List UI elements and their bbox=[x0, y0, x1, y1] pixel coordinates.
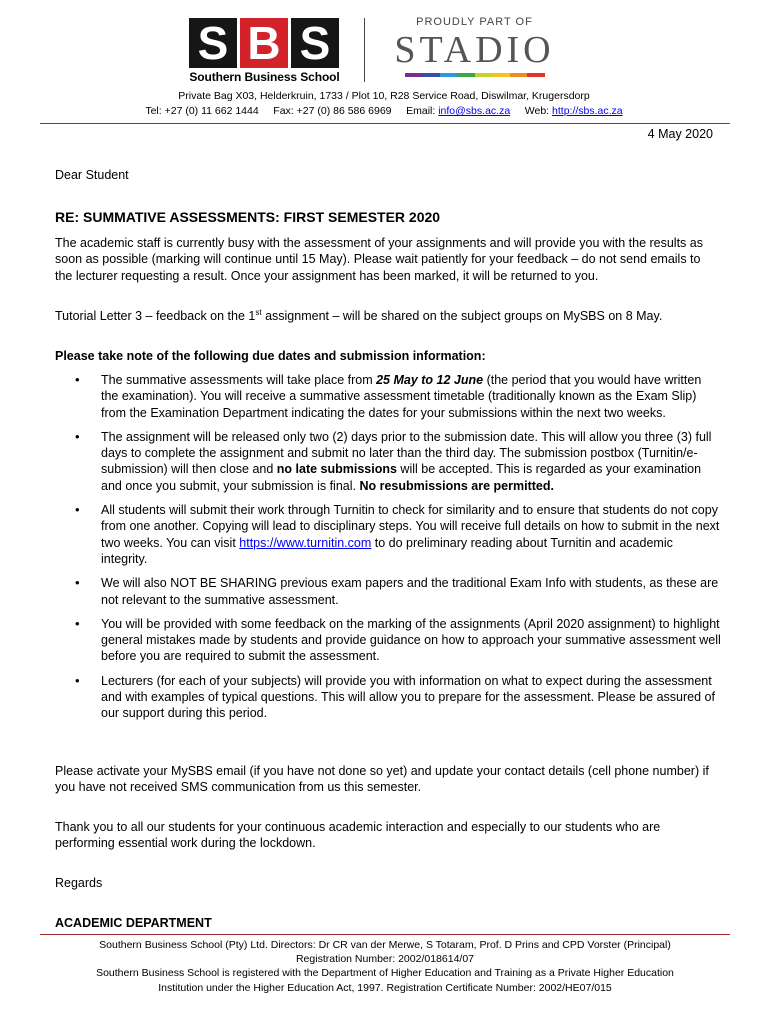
header-divider bbox=[364, 18, 365, 82]
footer-line-1: Southern Business School (Pty) Ltd. Directors: Dr CR van der Merwe, S Totaram, Prof. D Prins and CPD Vorster (Principal) bbox=[99, 939, 671, 951]
list-item bbox=[55, 616, 721, 665]
list-item bbox=[55, 673, 721, 722]
color-segment-6 bbox=[510, 73, 528, 77]
logo-letter-b: B bbox=[240, 18, 288, 68]
paragraph-2-text-a: Tutorial Letter 3 – feedback on the 1 bbox=[55, 309, 256, 323]
proudly-part-of: PROUDLY PART OF bbox=[416, 16, 533, 28]
color-segment-5 bbox=[492, 73, 510, 77]
footer-line-2: Registration Number: 2002/018614/07 bbox=[295, 953, 475, 966]
color-segment-2 bbox=[440, 73, 458, 77]
paragraph-2-text-b: assignment – will be shared on the subject groups on MySBS on 8 May. bbox=[261, 309, 663, 323]
superscript-st: st bbox=[255, 307, 262, 317]
footer-rule bbox=[40, 934, 730, 935]
stadio-logo bbox=[382, 16, 567, 77]
footer-line-4: Institution under the Higher Education Act, 1997. Registration Certificate Number: 2002/HE07/015 bbox=[158, 981, 612, 994]
color-segment-3 bbox=[457, 73, 475, 77]
list-item bbox=[55, 372, 721, 421]
bullet-1-text-b: (the period that you would have written the examination). You will receive a summative assessment timetable (traditionally known as the Exam Slip) from the Examination Department indicating the dates for your submissions within the next two weeks. bbox=[101, 373, 702, 420]
bullet-2-bold-2: No resubmissions are permitted. bbox=[359, 478, 554, 493]
signature: ACADEMIC DEPARTMENT bbox=[55, 916, 212, 930]
paragraph-1: The academic staff is currently busy with the assessment of your assignments and will provide you with the results as soon as possible (marking will continue until 15 May). Please wait patiently for your feedback – do not send emails to the lecturer requesting a result. Once your assignment has been marked, it will be returned to you. bbox=[55, 236, 703, 283]
email-label: Email: bbox=[406, 105, 436, 117]
stadio-wordmark: STADIO bbox=[394, 29, 555, 71]
bullet-1-text-a: The summative assessments will take place from bbox=[101, 373, 377, 387]
sbs-logo bbox=[189, 18, 340, 84]
bullet-list bbox=[55, 372, 720, 722]
bullet-2-text-b: will be accepted. This is regarded as your examination and once you submit, your submission is final. bbox=[101, 462, 702, 493]
turnitin-link[interactable]: https://www.turnitin.com bbox=[239, 535, 372, 550]
logo-letter-s2: S bbox=[291, 18, 339, 68]
web-label: Web: bbox=[524, 105, 550, 117]
bullet-6-text: Lecturers (for each of your subjects) will provide you with information on what to expect during the assessment and with examples of typical questions. This will allow you to prepare for the assessment. Please be assured of our support during this period. bbox=[101, 673, 715, 721]
salutation: Dear Student bbox=[55, 168, 129, 182]
header-rule bbox=[40, 123, 730, 124]
color-segment-0 bbox=[405, 73, 423, 77]
bullet-1-dates: 25 May to 12 June bbox=[376, 373, 484, 387]
bullet-2-bold-1: no late submissions bbox=[276, 462, 397, 477]
address-line: Private Bag X03, Helderkruin, 1733 / Plot 10, R28 Service Road, Diswilmar, Krugersdorp bbox=[178, 90, 590, 102]
paragraph-3: Please activate your MySBS email (if you have not done so yet) and update your contact details (cell phone number) if you have not received SMS communication from us this semester. bbox=[55, 764, 709, 795]
paragraph-2 bbox=[55, 308, 720, 324]
paragraph-4: Thank you to all our students for your continuous academic interaction and especially to our students who are performing essential work during the lockdown. bbox=[55, 820, 661, 851]
notice-heading: Please take note of the following due dates and submission information: bbox=[55, 349, 486, 363]
stadio-color-bar bbox=[405, 73, 545, 77]
footer bbox=[40, 938, 730, 995]
list-item bbox=[55, 429, 721, 494]
fax: Fax: +27 (0) 86 586 6969 bbox=[273, 105, 392, 117]
color-segment-1 bbox=[422, 73, 440, 77]
list-item bbox=[55, 502, 721, 567]
closing: Regards bbox=[55, 876, 103, 890]
list-item bbox=[55, 575, 721, 608]
color-segment-4 bbox=[475, 73, 493, 77]
letter-date: 4 May 2020 bbox=[647, 127, 713, 141]
email-link[interactable]: info@sbs.ac.za bbox=[438, 105, 511, 117]
color-segment-7 bbox=[527, 73, 545, 77]
bullet-5-text: You will be provided with some feedback on the marking of the assignments (April 2020 assignment) to highlight general mistakes made by students and provide guidance on how to approach your summative assessment well before you are required to submit the assessment. bbox=[101, 616, 721, 664]
logo-subtitle: Southern Business School bbox=[189, 70, 340, 84]
bullet-3-text-a: All students will submit their work through Turnitin to check for similarity and to ensure that students do not copy from one another. Copying will lead to disciplinary steps. You will receive full details on how to submit in the next two weeks. You can visit bbox=[101, 503, 720, 550]
letter-subject: RE: SUMMATIVE ASSESSMENTS: FIRST SEMESTER 2020 bbox=[55, 209, 441, 225]
web-link[interactable]: http://sbs.ac.za bbox=[552, 105, 623, 117]
contact-line bbox=[0, 105, 768, 117]
tel: Tel: +27 (0) 11 662 1444 bbox=[145, 105, 259, 117]
logo-letter-s1: S bbox=[189, 18, 237, 68]
bullet-2-text-a: The assignment will be released only two (2) days prior to the submission date. This will allow you three (3) full days to complete the assignment and submit no later than the third day. The submission postbox (Turnitin/e-submission) will then close and bbox=[101, 429, 712, 477]
bullet-3-text-b: to do preliminary reading about Turnitin and academic integrity. bbox=[101, 535, 673, 566]
footer-line-3: Southern Business School is registered with the Department of Higher Education and Training as a Private Higher Education bbox=[96, 967, 674, 980]
bullet-4-text: We will also NOT BE SHARING previous exam papers and the traditional Exam Info with students, as these are not relevant to the summative assessment. bbox=[101, 576, 719, 607]
